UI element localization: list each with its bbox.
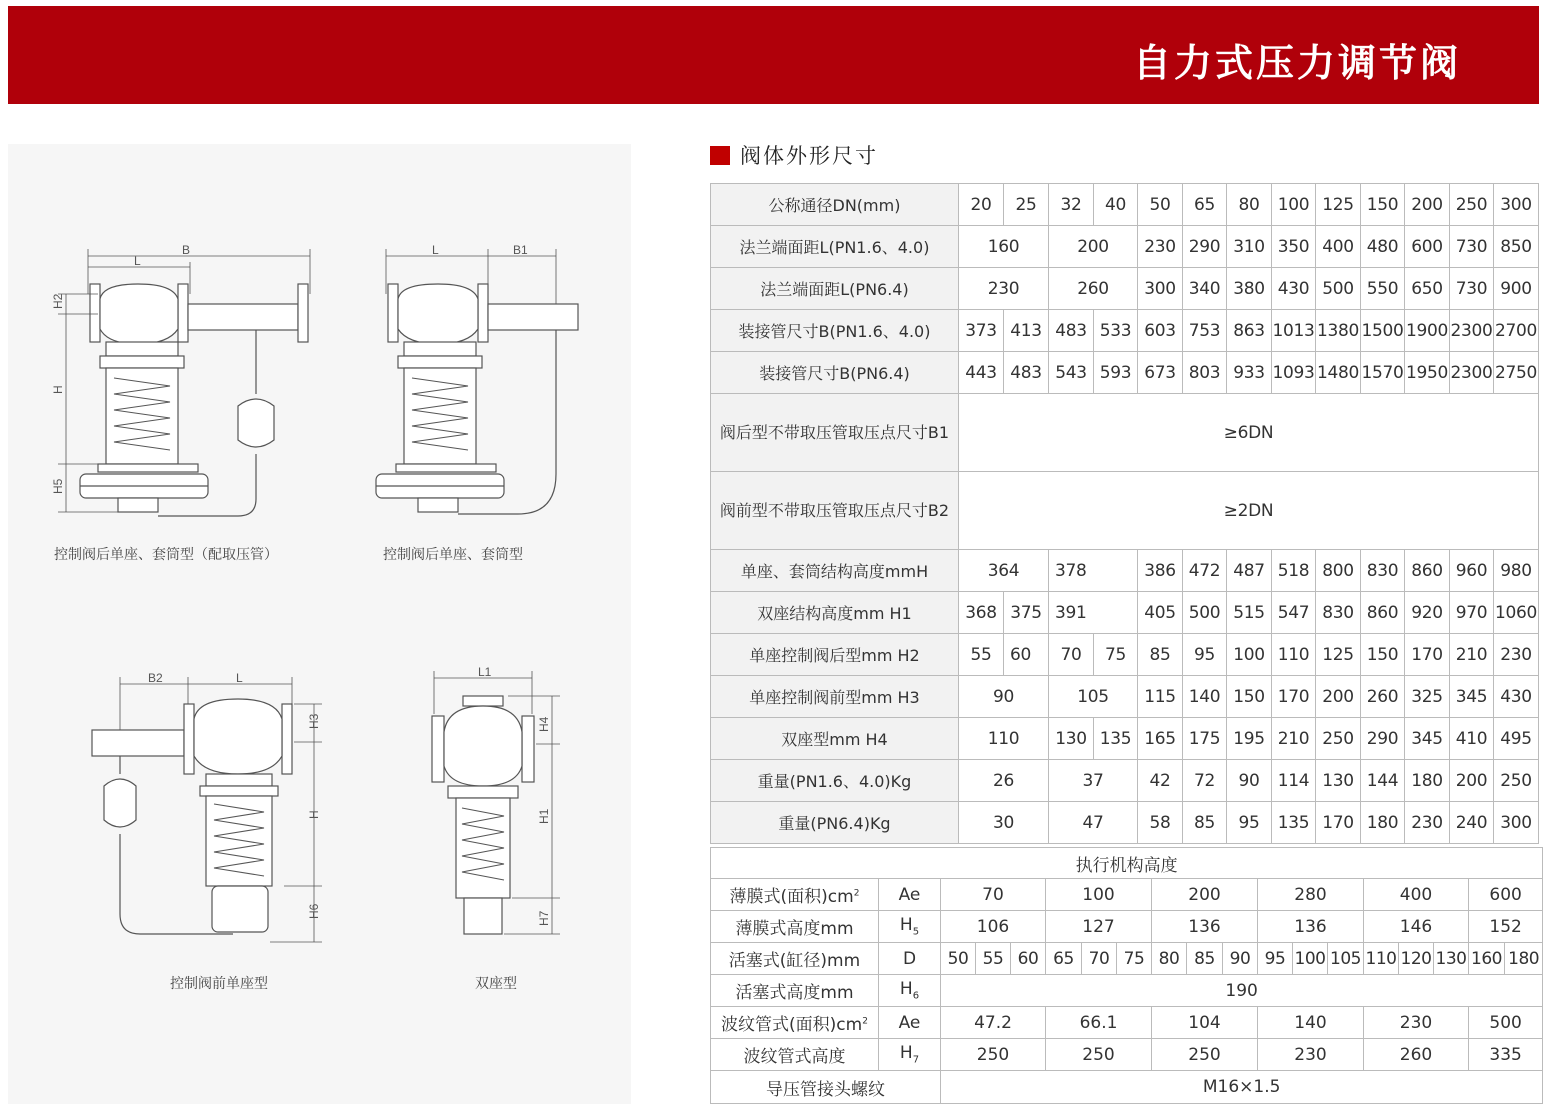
table-cell: 66.1	[1046, 1007, 1152, 1039]
row-label: 阀后型不带取压管取压点尺寸B1	[711, 394, 959, 472]
dim-label-l: L	[432, 243, 439, 257]
superscript: 2	[862, 1016, 868, 1027]
table-cell: 58	[1138, 802, 1183, 844]
table-cell: 195	[1227, 718, 1272, 760]
table-cell: 55	[959, 634, 1004, 676]
symbol-cell	[879, 1007, 941, 1039]
table-cell: 250	[1316, 718, 1361, 760]
table-cell: 180	[1361, 802, 1405, 844]
row-label	[711, 1039, 879, 1071]
superscript: 2	[853, 888, 860, 899]
symbol-text: H	[899, 915, 913, 936]
actuator-table-title: 执行机构高度	[711, 848, 1543, 879]
table-cell: 200	[1316, 676, 1361, 718]
table-cell: 430	[1494, 676, 1539, 718]
table-cell: 1380	[1316, 310, 1361, 352]
row-label: 公称通径DN(mm)	[711, 184, 959, 226]
row-label: 重量(PN1.6、4.0)Kg	[711, 760, 959, 802]
caption-fig4: 双座型	[475, 976, 517, 992]
table-row	[711, 550, 1539, 592]
row-label-text: 活塞式(缸径)mm	[728, 951, 861, 971]
table-cell: 250	[1046, 1039, 1152, 1071]
table-cell: 410	[1450, 718, 1494, 760]
symbol-text: Ae	[898, 1012, 921, 1033]
row-label: 重量(PN6.4)Kg	[711, 802, 959, 844]
row-label	[711, 1071, 941, 1104]
dimension-table	[710, 183, 1539, 844]
table-cell: 25	[1004, 184, 1049, 226]
valve-drawings	[8, 144, 631, 1104]
table-cell: 430	[1272, 268, 1316, 310]
actuator-row	[711, 911, 1543, 943]
row-label: 单座控制阀后型mm H2	[711, 634, 959, 676]
table-cell: 100	[1227, 634, 1272, 676]
table-cell: 550	[1361, 268, 1405, 310]
table-cell: 230	[1405, 802, 1450, 844]
caption-fig1: 控制阀后单座、套筒型（配取压管）	[54, 547, 278, 563]
dim-label-h4: H4	[537, 716, 551, 732]
table-cell: 125	[1316, 184, 1361, 226]
table-cell: 90	[959, 676, 1049, 718]
table-cell: 1570	[1361, 352, 1405, 394]
table-cell: 130	[1434, 943, 1469, 975]
table-cell: 136	[1258, 911, 1364, 943]
table-row	[711, 718, 1539, 760]
table-cell: 146	[1364, 911, 1469, 943]
actuator-row	[711, 943, 1543, 975]
row-label-text: 导压管接头螺纹	[766, 1079, 885, 1100]
table-cell: 1013	[1272, 310, 1316, 352]
table-cell: 165	[1138, 718, 1183, 760]
table-cell: 72	[1183, 760, 1227, 802]
table-cell: 487	[1227, 550, 1272, 592]
row-label: 法兰端面距L(PN1.6、4.0)	[711, 226, 959, 268]
table-cell: 260	[1364, 1039, 1469, 1071]
table-cell: 2300	[1450, 310, 1494, 352]
table-cell: 547	[1272, 592, 1316, 634]
table-row	[711, 268, 1539, 310]
table-row	[711, 352, 1539, 394]
actuator-row	[711, 1007, 1543, 1039]
table-cell: 483	[1004, 352, 1049, 394]
row-label: 双座型mm H4	[711, 718, 959, 760]
table-cell: 170	[1316, 802, 1361, 844]
section-title: 阀体外形尺寸	[740, 144, 878, 168]
table-cell: 250	[941, 1039, 1046, 1071]
table-cell: 175	[1183, 718, 1227, 760]
table-cell: 170	[1405, 634, 1450, 676]
header-banner	[8, 6, 1539, 104]
table-cell: 364	[959, 550, 1049, 592]
drawing-fig3	[92, 671, 322, 942]
symbol-text: H	[899, 1043, 913, 1064]
table-cell: 260	[1361, 676, 1405, 718]
table-row	[711, 634, 1539, 676]
table-cell: 280	[1258, 879, 1364, 911]
table-cell: 300	[1494, 802, 1539, 844]
table-cell: 150	[1361, 184, 1405, 226]
table-cell: 80	[1227, 184, 1272, 226]
page-title: 自力式压力调节阀	[1132, 41, 1461, 85]
dim-label-l1: L1	[478, 665, 492, 679]
table-cell: 127	[1046, 911, 1152, 943]
actuator-row	[711, 879, 1543, 911]
table-cell: 100	[1293, 943, 1328, 975]
table-cell: 240	[1450, 802, 1494, 844]
table-cell: 345	[1405, 718, 1450, 760]
subscript: 6	[912, 990, 920, 1002]
table-cell: 32	[1049, 184, 1094, 226]
table-cell: 933	[1227, 352, 1272, 394]
table-cell: 190	[941, 975, 1543, 1007]
table-cell: 20	[959, 184, 1004, 226]
table-cell: 200	[1450, 760, 1494, 802]
subscript: 5	[912, 926, 920, 938]
symbol-text: Ae	[898, 884, 921, 905]
table-cell: 42	[1138, 760, 1183, 802]
table-cell: 920	[1405, 592, 1450, 634]
table-cell: 125	[1316, 634, 1361, 676]
table-row	[711, 226, 1539, 268]
row-label: 装接管尺寸B(PN6.4)	[711, 352, 959, 394]
table-cell: 105	[1049, 676, 1138, 718]
table-cell: 152	[1469, 911, 1543, 943]
table-cell: 405	[1138, 592, 1183, 634]
drawing-fig1	[51, 243, 310, 516]
dim-label-h: H	[51, 385, 65, 394]
table-cell: 650	[1405, 268, 1450, 310]
table-cell: 260	[1049, 268, 1138, 310]
row-label	[711, 975, 879, 1007]
table-cell: 130	[1316, 760, 1361, 802]
table-cell: 85	[1183, 802, 1227, 844]
table-cell: 60	[1004, 634, 1049, 676]
table-cell: 1480	[1316, 352, 1361, 394]
table-cell: 140	[1258, 1007, 1364, 1039]
drawing-fig2	[376, 243, 578, 514]
table-cell: 110	[1364, 943, 1399, 975]
table-cell: 1093	[1272, 352, 1316, 394]
table-cell: 593	[1094, 352, 1138, 394]
table-cell: 290	[1183, 226, 1227, 268]
symbol-text: H	[899, 979, 913, 1000]
table-cell: 136	[1152, 911, 1258, 943]
table-cell: 350	[1272, 226, 1316, 268]
dim-label-h2: H2	[51, 293, 65, 309]
table-cell: 600	[1405, 226, 1450, 268]
table-cell: 90	[1227, 760, 1272, 802]
table-cell: 95	[1183, 634, 1227, 676]
table-cell: 500	[1183, 592, 1227, 634]
table-cell: 290	[1361, 718, 1405, 760]
row-label-text: 波纹管式(面积)cm	[721, 1015, 863, 1035]
table-cell: 2750	[1494, 352, 1539, 394]
table-cell: ≥2DN	[959, 472, 1539, 550]
table-cell: 500	[1469, 1007, 1543, 1039]
table-cell: 375	[1004, 592, 1049, 634]
table-cell: 104	[1152, 1007, 1258, 1039]
table-cell: ≥6DN	[959, 394, 1539, 472]
table-cell: 673	[1138, 352, 1183, 394]
table-cell: 310	[1227, 226, 1272, 268]
row-label: 单座、套筒结构高度mmH	[711, 550, 959, 592]
actuator-table	[710, 847, 1543, 1104]
table-cell: 210	[1272, 718, 1316, 760]
table-cell: 26	[959, 760, 1049, 802]
table-cell: 980	[1494, 550, 1539, 592]
table-cell: 230	[1258, 1039, 1364, 1071]
table-cell: 368	[959, 592, 1004, 634]
table-cell: 495	[1494, 718, 1539, 760]
dim-label-b1: B1	[513, 243, 528, 257]
table-cell: 472	[1183, 550, 1227, 592]
table-cell: 730	[1450, 268, 1494, 310]
table-cell: 114	[1272, 760, 1316, 802]
table-cell: 803	[1183, 352, 1227, 394]
caption-fig3: 控制阀前单座型	[170, 976, 268, 992]
subscript: 7	[912, 1054, 920, 1066]
dim-label-h3: H3	[307, 713, 321, 729]
table-cell: 378	[1049, 550, 1138, 592]
row-label: 阀前型不带取压管取压点尺寸B2	[711, 472, 959, 550]
table-cell: 391	[1049, 592, 1138, 634]
actuator-row	[711, 1039, 1543, 1071]
section-marker	[710, 146, 730, 165]
row-label: 法兰端面距L(PN6.4)	[711, 268, 959, 310]
drawing-fig4	[432, 665, 560, 934]
dim-label-h: H	[307, 810, 321, 819]
table-cell: 170	[1272, 676, 1316, 718]
table-row	[711, 676, 1539, 718]
table-cell: 95	[1227, 802, 1272, 844]
actuator-title-row	[711, 848, 1543, 879]
table-cell: 75	[1117, 943, 1152, 975]
table-cell: 860	[1405, 550, 1450, 592]
table-cell: 600	[1469, 879, 1543, 911]
table-cell: 130	[1049, 718, 1094, 760]
row-label: 单座控制阀前型mm H3	[711, 676, 959, 718]
table-cell: 200	[1405, 184, 1450, 226]
table-cell: 483	[1049, 310, 1094, 352]
table-cell: 325	[1405, 676, 1450, 718]
table-cell: 400	[1364, 879, 1469, 911]
dim-label-h5: H5	[51, 478, 65, 494]
table-cell: 850	[1494, 226, 1539, 268]
table-cell: 373	[959, 310, 1004, 352]
table-cell: 380	[1227, 268, 1272, 310]
dim-label-b: B	[182, 243, 191, 257]
table-cell: 230	[1364, 1007, 1469, 1039]
dim-label-l: L	[134, 254, 141, 268]
table-row	[711, 802, 1539, 844]
table-cell: 970	[1450, 592, 1494, 634]
table-cell: 250	[1494, 760, 1539, 802]
table-cell: 335	[1469, 1039, 1543, 1071]
table-cell: 90	[1223, 943, 1258, 975]
table-cell: 180	[1505, 943, 1543, 975]
table-cell: 863	[1227, 310, 1272, 352]
table-cell: 55	[976, 943, 1011, 975]
table-cell: 300	[1138, 268, 1183, 310]
row-label	[711, 1007, 879, 1039]
table-cell: 533	[1094, 310, 1138, 352]
table-cell: 80	[1152, 943, 1187, 975]
row-label: 装接管尺寸B(PN1.6、4.0)	[711, 310, 959, 352]
table-cell: 210	[1450, 634, 1494, 676]
row-label: 双座结构高度mm H1	[711, 592, 959, 634]
row-label-text: 薄膜式高度mm	[735, 919, 854, 939]
table-cell: 830	[1361, 550, 1405, 592]
table-cell: 386	[1138, 550, 1183, 592]
table-cell: 340	[1183, 268, 1227, 310]
table-cell: 1950	[1405, 352, 1450, 394]
table-cell: 65	[1183, 184, 1227, 226]
symbol-text: D	[902, 948, 917, 969]
table-cell: 250	[1450, 184, 1494, 226]
row-label	[711, 879, 879, 911]
table-row	[711, 760, 1539, 802]
table-cell: 47.2	[941, 1007, 1046, 1039]
table-row	[711, 472, 1539, 550]
row-label-text: 活塞式高度mm	[735, 983, 854, 1003]
drawing-panel	[8, 144, 631, 1104]
table-cell: 110	[959, 718, 1049, 760]
caption-fig2: 控制阀后单座、套筒型	[383, 547, 523, 563]
table-cell: 230	[1494, 634, 1539, 676]
table-cell: 85	[1187, 943, 1223, 975]
table-cell: 95	[1258, 943, 1293, 975]
table-cell: 150	[1361, 634, 1405, 676]
actuator-row	[711, 975, 1543, 1007]
table-cell: 75	[1094, 634, 1138, 676]
table-cell: 830	[1316, 592, 1361, 634]
table-cell: 135	[1094, 718, 1138, 760]
table-cell: 70	[941, 879, 1046, 911]
table-cell: 2300	[1450, 352, 1494, 394]
table-cell: 200	[1049, 226, 1138, 268]
table-cell: 1900	[1405, 310, 1450, 352]
table-cell: 140	[1183, 676, 1227, 718]
table-cell: 30	[959, 802, 1049, 844]
dim-label-h1: H1	[537, 808, 551, 824]
table-cell: 1500	[1361, 310, 1405, 352]
table-cell: 144	[1361, 760, 1405, 802]
row-label-text: 薄膜式(面积)cm	[729, 887, 854, 907]
table-cell: 413	[1004, 310, 1049, 352]
table-cell: 230	[1138, 226, 1183, 268]
table-cell: 135	[1272, 802, 1316, 844]
table-cell: 200	[1152, 879, 1258, 911]
table-cell: 50	[1138, 184, 1183, 226]
table-cell: 65	[1046, 943, 1082, 975]
table-cell: 47	[1049, 802, 1138, 844]
table-cell: 603	[1138, 310, 1183, 352]
table-cell: 543	[1049, 352, 1094, 394]
table-cell: 150	[1227, 676, 1272, 718]
table-cell: 115	[1138, 676, 1183, 718]
table-row	[711, 310, 1539, 352]
dim-label-l: L	[236, 671, 243, 685]
symbol-cell	[879, 975, 941, 1007]
table-cell: 345	[1450, 676, 1494, 718]
table-cell: 480	[1361, 226, 1405, 268]
table-cell: 753	[1183, 310, 1227, 352]
table-cell: 70	[1049, 634, 1094, 676]
table-cell: 40	[1094, 184, 1138, 226]
table-cell: 37	[1049, 760, 1138, 802]
symbol-cell	[879, 911, 941, 943]
symbol-cell	[879, 879, 941, 911]
table-cell: 180	[1405, 760, 1450, 802]
table-cell: 85	[1138, 634, 1183, 676]
table-cell: 730	[1450, 226, 1494, 268]
table-header-row	[711, 184, 1539, 226]
table-cell: 860	[1361, 592, 1405, 634]
dim-label-b2: B2	[148, 671, 163, 685]
table-cell: 60	[1011, 943, 1046, 975]
table-cell: M16×1.5	[941, 1071, 1543, 1104]
table-cell: 160	[959, 226, 1049, 268]
table-row	[711, 394, 1539, 472]
table-cell: 300	[1494, 184, 1539, 226]
table-cell: 70	[1082, 943, 1117, 975]
table-row	[711, 592, 1539, 634]
table-cell: 400	[1316, 226, 1361, 268]
table-cell: 443	[959, 352, 1004, 394]
table-cell: 900	[1494, 268, 1539, 310]
symbol-cell	[879, 943, 941, 975]
row-label-text: 波纹管式高度	[743, 1047, 846, 1067]
table-cell: 105	[1328, 943, 1364, 975]
table-cell: 160	[1469, 943, 1505, 975]
table-cell: 1060	[1494, 592, 1539, 634]
symbol-cell	[879, 1039, 941, 1071]
table-cell: 100	[1046, 879, 1152, 911]
row-label	[711, 911, 879, 943]
table-cell: 230	[959, 268, 1049, 310]
row-label	[711, 943, 879, 975]
table-cell: 2700	[1494, 310, 1539, 352]
table-cell: 800	[1316, 550, 1361, 592]
table-cell: 50	[941, 943, 976, 975]
table-cell: 110	[1272, 634, 1316, 676]
table-cell: 250	[1152, 1039, 1258, 1071]
dim-label-h6: H6	[307, 903, 321, 919]
table-cell: 500	[1316, 268, 1361, 310]
table-cell: 106	[941, 911, 1046, 943]
actuator-row	[711, 1071, 1543, 1104]
table-cell: 518	[1272, 550, 1316, 592]
dim-label-h7: H7	[537, 910, 551, 926]
table-cell: 100	[1272, 184, 1316, 226]
table-cell: 120	[1399, 943, 1434, 975]
table-cell: 960	[1450, 550, 1494, 592]
table-cell: 515	[1227, 592, 1272, 634]
